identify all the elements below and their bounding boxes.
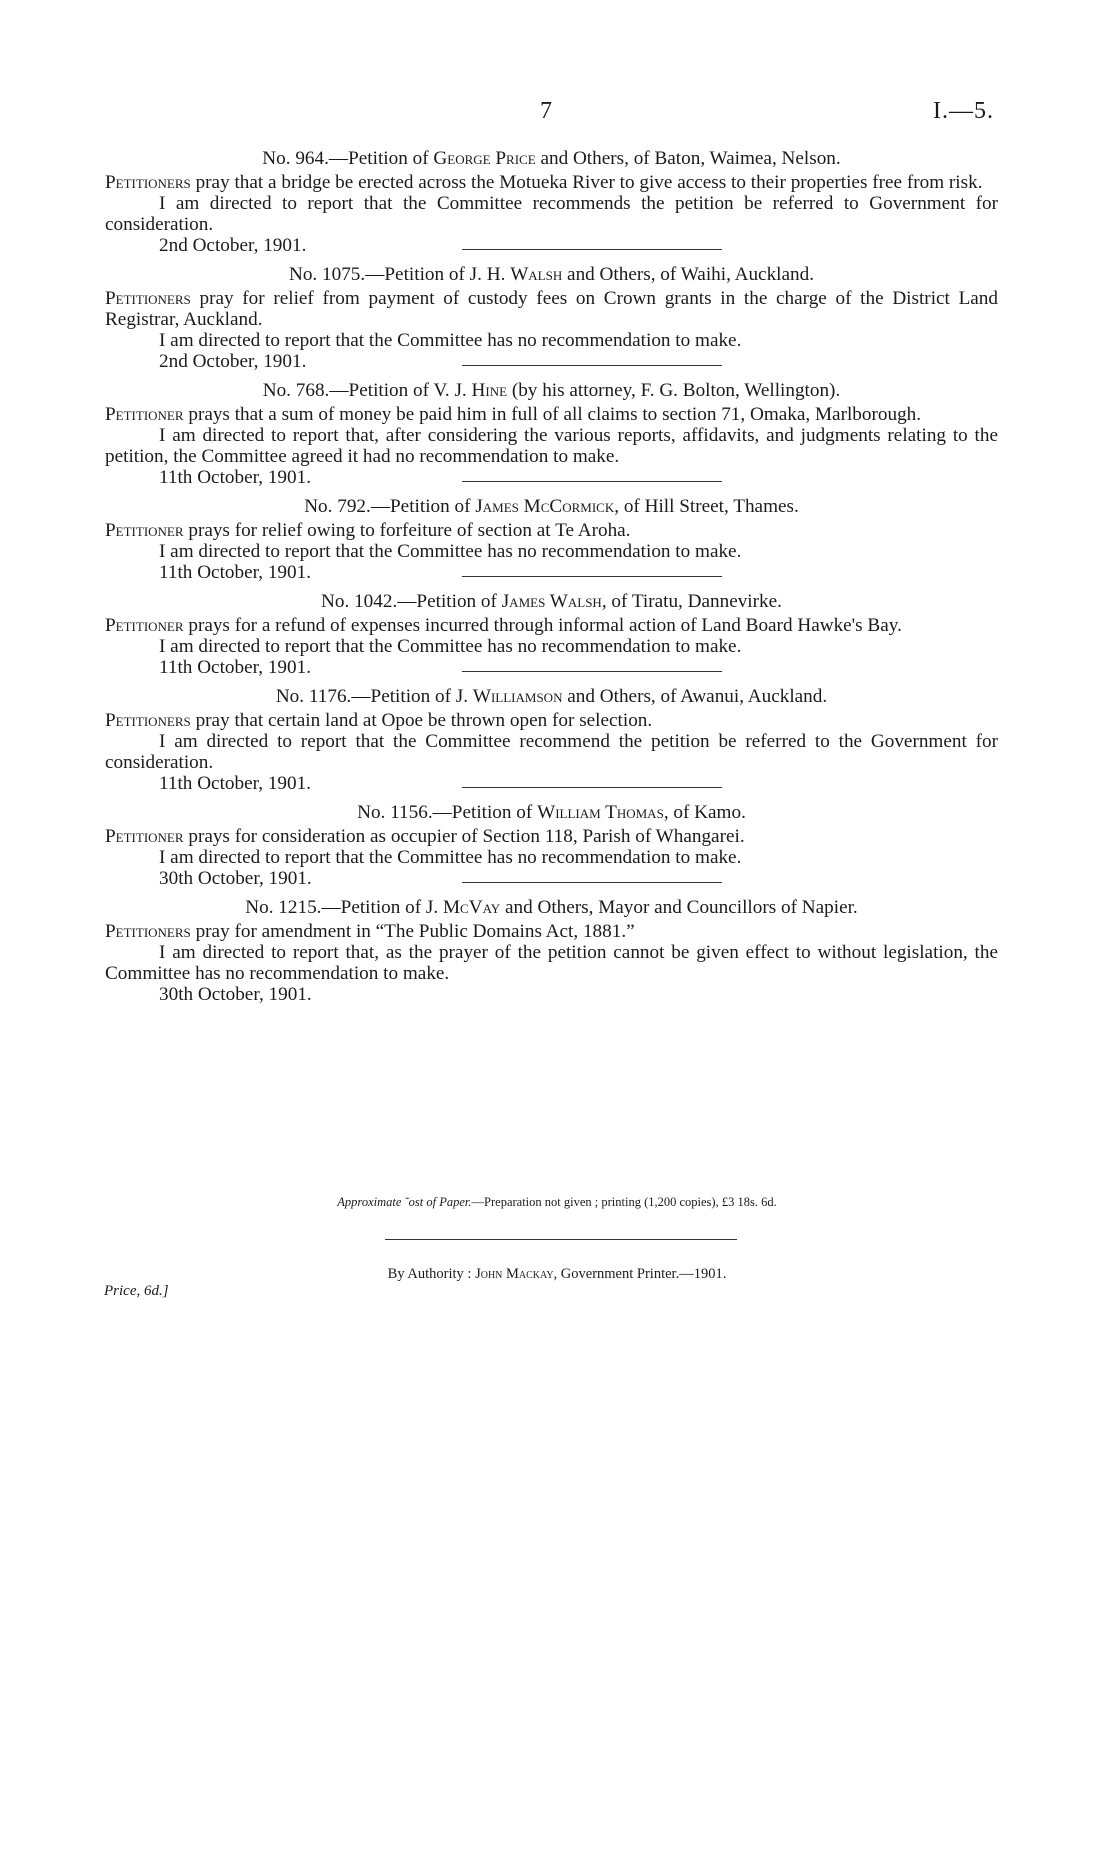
petition-prayer: Petitioner prays for relief owing to forfeiture of section at Te Aroha. (105, 520, 631, 541)
report-date: 11th October, 1901. (159, 657, 311, 678)
petitioner-name: Williamson (472, 686, 563, 707)
petition-prayer: Petitioner prays that a sum of money be paid him in full of all claims to section 71, Omaka, Marlborough. (105, 404, 922, 425)
petition-heading: No. 1156.—Petition of William Thomas, of Kamo. (357, 802, 746, 823)
committee-report: I am directed to report that the Committee has no recommendation to make. (159, 847, 742, 868)
petition-prayer: Petitioners pray that certain land at Opoe be thrown open for selection. (105, 710, 653, 731)
petition-entry (105, 148, 998, 256)
printer-authority: By Authority : John Mackay, Government Printer.—1901. (387, 1266, 727, 1282)
petitioner-name: McVay (443, 897, 501, 918)
petitioner-name: James McCormick (475, 496, 615, 517)
petition-heading: No. 1042.—Petition of James Walsh, of Tiratu, Dannevirke. (321, 591, 782, 612)
petitioner-name: William Thomas (537, 802, 664, 823)
committee-report: I am directed to report that the Committee has no recommendation to make. (159, 541, 742, 562)
committee-report: I am directed to report that the Committee has no recommendation to make. (159, 636, 742, 657)
separator-rule (462, 249, 722, 250)
petition-prayer: Petitioners pray for relief from payment of custody fees on Crown grants in the charge of the District Land Registrar, Auckland. (105, 288, 998, 330)
separator-rule (462, 882, 722, 883)
petitioner-name: George Price (433, 148, 536, 169)
petition-entry (105, 686, 998, 794)
petitioner-name: Walsh (510, 264, 563, 285)
committee-report: I am directed to report that the Committee has no recommendation to make. (159, 330, 742, 351)
report-date: 11th October, 1901. (159, 562, 311, 583)
separator-rule (462, 576, 722, 577)
petition-heading: No. 768.—Petition of V. J. Hine (by his attorney, F. G. Bolton, Wellington). (262, 380, 841, 401)
petition-entry (105, 591, 998, 678)
petition-heading: No. 1215.—Petition of J. McVay and Others, Mayor and Councillors of Napier. (245, 897, 858, 918)
petition-heading: No. 964.—Petition of George Price and Others, of Baton, Waimea, Nelson. (262, 148, 841, 169)
petition-heading: No. 1176.—Petition of J. Williamson and Others, of Awanui, Auckland. (275, 686, 828, 707)
committee-report: I am directed to report that, as the prayer of the petition cannot be given effect to without legislation, the Committee has no recommendation to make. (105, 942, 998, 984)
separator-rule (462, 671, 722, 672)
petition-prayer: Petitioner prays for consideration as occupier of Section 118, Parish of Whangarei. (105, 826, 745, 847)
committee-report: I am directed to report that the Committee recommends the petition be referred to Government for consideration. (105, 193, 998, 235)
report-date: 30th October, 1901. (159, 984, 312, 1005)
price-note: Price, 6d.] (104, 1283, 169, 1299)
cost-of-paper-note: Approximate ˜ost of Paper.—Preparation not given ; printing (1,200 copies), £3 18s. 6d. (337, 1195, 777, 1209)
petition-prayer: Petitioners pray that a bridge be erected across the Motueka River to give access to their properties free from risk. (105, 172, 983, 193)
report-date: 2nd October, 1901. (159, 235, 307, 256)
petition-entry (105, 897, 998, 1005)
separator-rule (462, 787, 722, 788)
report-date: 11th October, 1901. (159, 467, 311, 488)
petition-entry (105, 380, 998, 488)
report-date: 30th October, 1901. (159, 868, 312, 889)
committee-report: I am directed to report that, after considering the various reports, affidavits, and judgments relating to the petition, the Committee agreed it had no recommendation to make. (105, 425, 998, 467)
petitioner-name: James Walsh (501, 591, 602, 612)
petition-entry (105, 802, 998, 889)
petition-heading: No. 792.—Petition of James McCormick, of Hill Street, Thames. (304, 496, 799, 517)
footer-rule (385, 1239, 737, 1240)
petition-entry (105, 496, 998, 583)
report-date: 11th October, 1901. (159, 773, 311, 794)
petitioner-name: Hine (471, 380, 508, 401)
document-reference: I.—5. (933, 98, 994, 124)
page-number: 7 (540, 98, 552, 124)
petition-heading: No. 1075.—Petition of J. H. Walsh and Others, of Waihi, Auckland. (288, 264, 814, 285)
separator-rule (462, 481, 722, 482)
petition-prayer: Petitioners pray for amendment in “The Public Domains Act, 1881.” (105, 921, 635, 942)
petition-prayer: Petitioner prays for a refund of expenses incurred through informal action of Land Board Hawke's Bay. (105, 615, 902, 636)
separator-rule (462, 365, 722, 366)
report-date: 2nd October, 1901. (159, 351, 307, 372)
petitions-list (105, 148, 998, 1007)
petition-entry (105, 264, 998, 372)
committee-report: I am directed to report that the Committee recommend the petition be referred to the Government for consideration. (105, 731, 998, 773)
